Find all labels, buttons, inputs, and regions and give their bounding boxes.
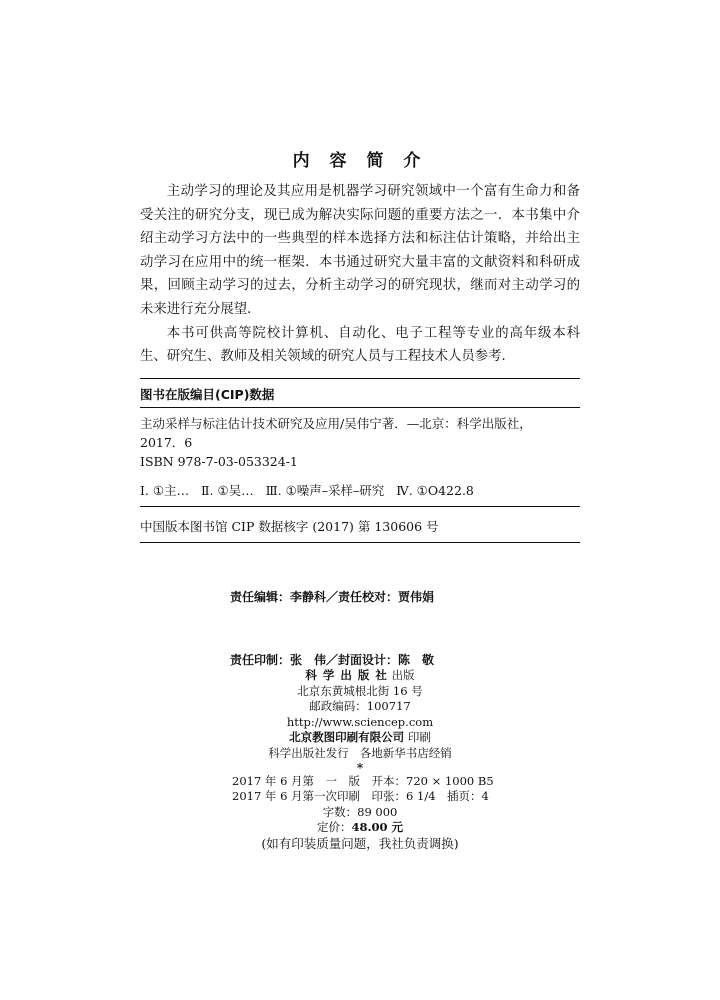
cip-check-number: 中国版本图书馆 CIP 数据核字 (2017) 第 130606 号 [140,519,439,534]
cip-bottom-rule [140,542,580,543]
price-line [140,820,580,836]
summary-paragraph-1: 主动学习的理论及其应用是机器学习研究领域中一个富有生命力和备受关注的研究分支，现已成为解决实际问题的重要方法之一．本书集中介绍主动学习方法中的一些典型的样本选择方法和标注估计策略，并给出主动学习在应用中的统一框架．本书通过研究大量丰富的文献资料和科研成果，回顾主动学习的过去，分析主动学习的研究现状，继而对主动学习的未来进行充分展望． [140,184,580,317]
publisher-address: 北京东黄城根北街 16 号 [297,683,423,698]
summary-title: 内 容 简 介 [292,151,428,171]
cip-middle-rule [140,506,580,507]
cip-heading-rule [140,407,580,408]
cip-block [140,378,580,543]
printer-line [140,730,580,746]
summary-body [140,180,580,369]
price-label: 定价： [316,820,352,835]
summary-paragraph-2: 本书可供高等院校计算机、自动化、电子工程等专业的高年级本科生、研究生、教师及相关领域的研究人员与工程技术人员参考． [140,325,580,365]
distribution-line: 科学出版社发行 各地新华书店经销 [268,745,452,760]
publisher-website: http://www.sciencep.com [286,714,434,729]
staff-line-printing: 责任印制：张 伟／封面设计：陈 敬 [230,653,435,667]
price-value: 48.00 元 [351,820,403,835]
word-count: 字数：89 000 [322,804,398,819]
publisher-postcode: 邮政编码：100717 [309,699,411,714]
staff-line-editor: 责任编辑：李静科／责任校对：贾伟娟 [230,590,435,604]
edition-line-2: 2017 年 6 月第一次印刷 印张：6 1/4 插页：4 [232,789,489,804]
edition-line-1: 2017 年 6 月第 一 版 开本：720 × 1000 B5 [232,773,494,788]
publisher-suffix: 出版 [391,668,415,682]
publisher-name: 科 学 出 版 社 [305,668,388,682]
publisher-info [140,668,580,852]
printer-name: 北京教图印刷有限公司 [289,730,405,745]
cip-isbn: ISBN 978-7-03-053324-1 [140,454,298,469]
cip-record-line-1: 主动采样与标注估计技术研究及应用/吴伟宁著．—北京：科学出版社， [140,416,532,431]
publisher-line [140,668,580,684]
cip-heading: 图书在版编目(CIP)数据 [140,387,275,402]
separator-star: * [356,760,364,775]
cip-record-line-2: 2017．6 [140,435,193,450]
quality-notice: (如有印装质量问题，我社负责调换) [261,835,459,851]
printer-suffix: 印刷 [407,730,431,745]
cip-classification: Ⅰ. ①主… Ⅱ. ①吴… Ⅲ. ①噪声–采样–研究 Ⅳ. ①O422.8 [140,483,474,498]
